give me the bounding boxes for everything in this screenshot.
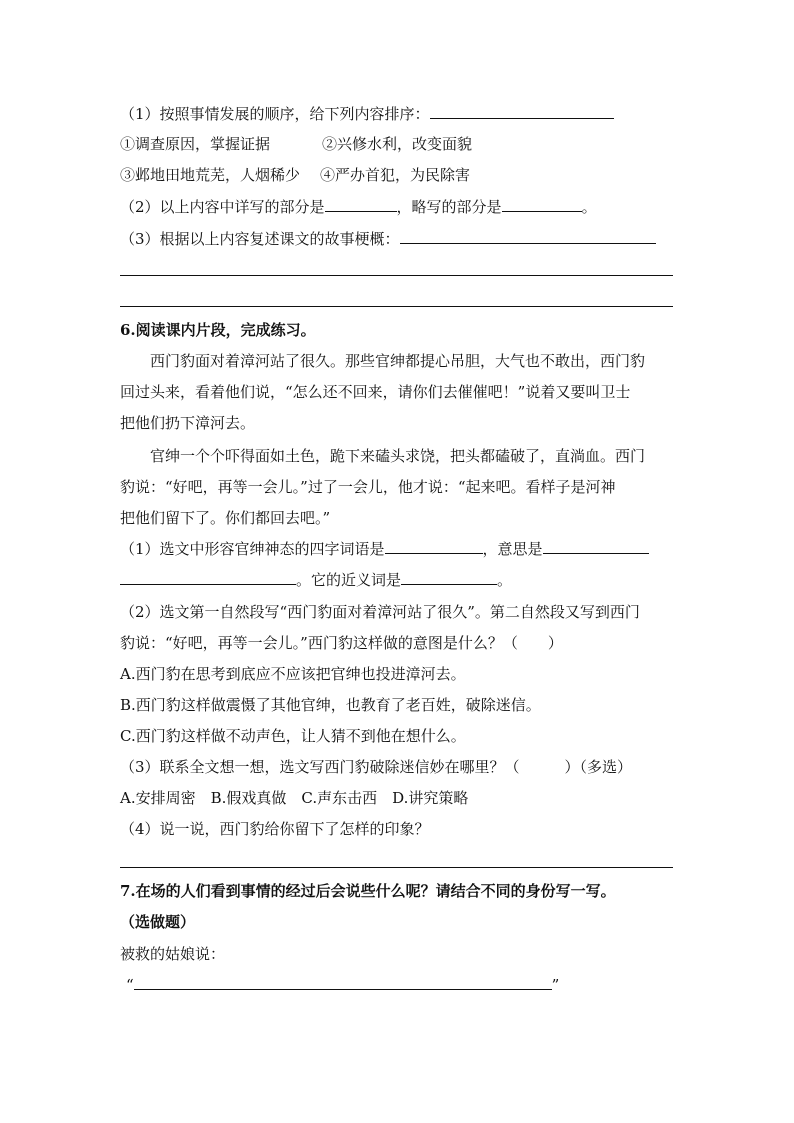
- answer-blank[interactable]: [401, 570, 497, 585]
- answer-blank[interactable]: [385, 539, 483, 554]
- answer-blank[interactable]: [120, 570, 296, 585]
- passage-p1-line1: 西门豹面对着漳河站了很久。那些官绅都提心吊胆，大气也不敢出，西门豹: [150, 352, 646, 370]
- option-c: C.西门豹这样做不动声色，让人猜不到他在想什么。: [120, 727, 466, 745]
- q5-3-text: （3）根据以上内容复述课文的故事梗概：: [120, 230, 400, 248]
- q5-2-text-a: （2）以上内容中详写的部分是: [120, 198, 325, 216]
- passage-p1-line2: 回过头来，看着他们说，“怎么还不回来，请你们去催催吧！”说着又要叫卫士: [120, 383, 631, 401]
- q6-4-line: （4）说一说，西门豹给你留下了怎样的印象？: [120, 820, 430, 838]
- q5-2-text-c: 。: [581, 198, 597, 216]
- q5-2-line: [120, 197, 597, 217]
- passage-p2-line2: 豹说：“好吧，再等一会儿。”过了一会儿，他才说：“起来吧。看样子是河神: [120, 478, 616, 496]
- answer-blank[interactable]: [430, 104, 614, 119]
- speaker-label: 被救的姑娘说：: [120, 945, 226, 963]
- q5-3-line: [120, 229, 656, 249]
- option-b: B.西门豹这样做震慑了其他官绅，也教育了老百姓，破除迷信。: [120, 696, 541, 714]
- option-2: ②兴修水利，改变面貌: [322, 135, 473, 153]
- answer-blank[interactable]: [543, 539, 649, 554]
- answer-blank[interactable]: [325, 197, 397, 212]
- option-a: A.西门豹在思考到底应不应该把官绅也投进漳河去。: [120, 665, 466, 683]
- q5-2-text-b: ，略写的部分是: [396, 198, 502, 216]
- passage-p2-line3: 把他们留下了。你们都回去吧。”: [120, 509, 331, 527]
- quote-answer-line: [126, 975, 559, 995]
- q5-options-row1: [120, 134, 472, 154]
- q6-1-line1: [120, 539, 649, 559]
- section-7-title: 7.在场的人们看到事情的经过后会说些什么呢？请结合不同的身份写一写。: [120, 882, 616, 900]
- answer-blank[interactable]: [134, 975, 552, 990]
- section-6-title: 6.阅读课内片段，完成练习。: [120, 321, 316, 339]
- q5-1-line: [120, 104, 614, 124]
- q5-options-row2: [120, 165, 470, 185]
- q6-3-line: （3）联系全文想一想，选文写西门豹破除迷信妙在哪里？（ ）（多选）: [120, 758, 633, 776]
- answer-line[interactable]: [120, 275, 673, 276]
- close-quote: ”: [551, 976, 560, 994]
- q6-1-text-d: 。: [497, 571, 513, 589]
- q6-2-line2: 豹说：“好吧，再等一会儿。”西门豹这样做的意图是什么？（ ）: [120, 634, 563, 652]
- q6-1-text-a: （1）选文中形容官绅神态的四字词语是: [120, 540, 385, 558]
- optional-note: （选做题）: [120, 913, 196, 931]
- open-quote: “: [126, 976, 134, 994]
- option-4: ④严办首犯，为民除害: [320, 166, 471, 184]
- q6-1-text-c: 。它的近义词是: [296, 571, 402, 589]
- q6-1-text-b: ，意思是: [482, 540, 543, 558]
- option-1: ①调查原因，掌握证据: [120, 135, 271, 153]
- q6-2-line1: （2）选文第一自然段写“西门豹面对着漳河站了很久”。第二自然段又写到西门: [120, 603, 640, 621]
- answer-blank[interactable]: [400, 229, 656, 244]
- passage-p2-line1: 官绅一个个吓得面如土色，跪下来磕头求饶，把头都磕破了，直淌血。西门: [150, 447, 646, 465]
- passage-p1-line3: 把他们扔下漳河去。: [120, 414, 256, 432]
- answer-line[interactable]: [120, 867, 673, 868]
- q5-1-text: （1）按照事情发展的顺序，给下列内容排序：: [120, 105, 430, 123]
- q6-1-line2: [120, 570, 512, 590]
- q6-3-options: A.安排周密 B.假戏真做 C.声东击西 D.讲究策略: [120, 789, 469, 807]
- option-3: ③邺地田地荒芜，人烟稀少: [120, 166, 301, 184]
- answer-line[interactable]: [120, 306, 673, 307]
- answer-blank[interactable]: [502, 197, 582, 212]
